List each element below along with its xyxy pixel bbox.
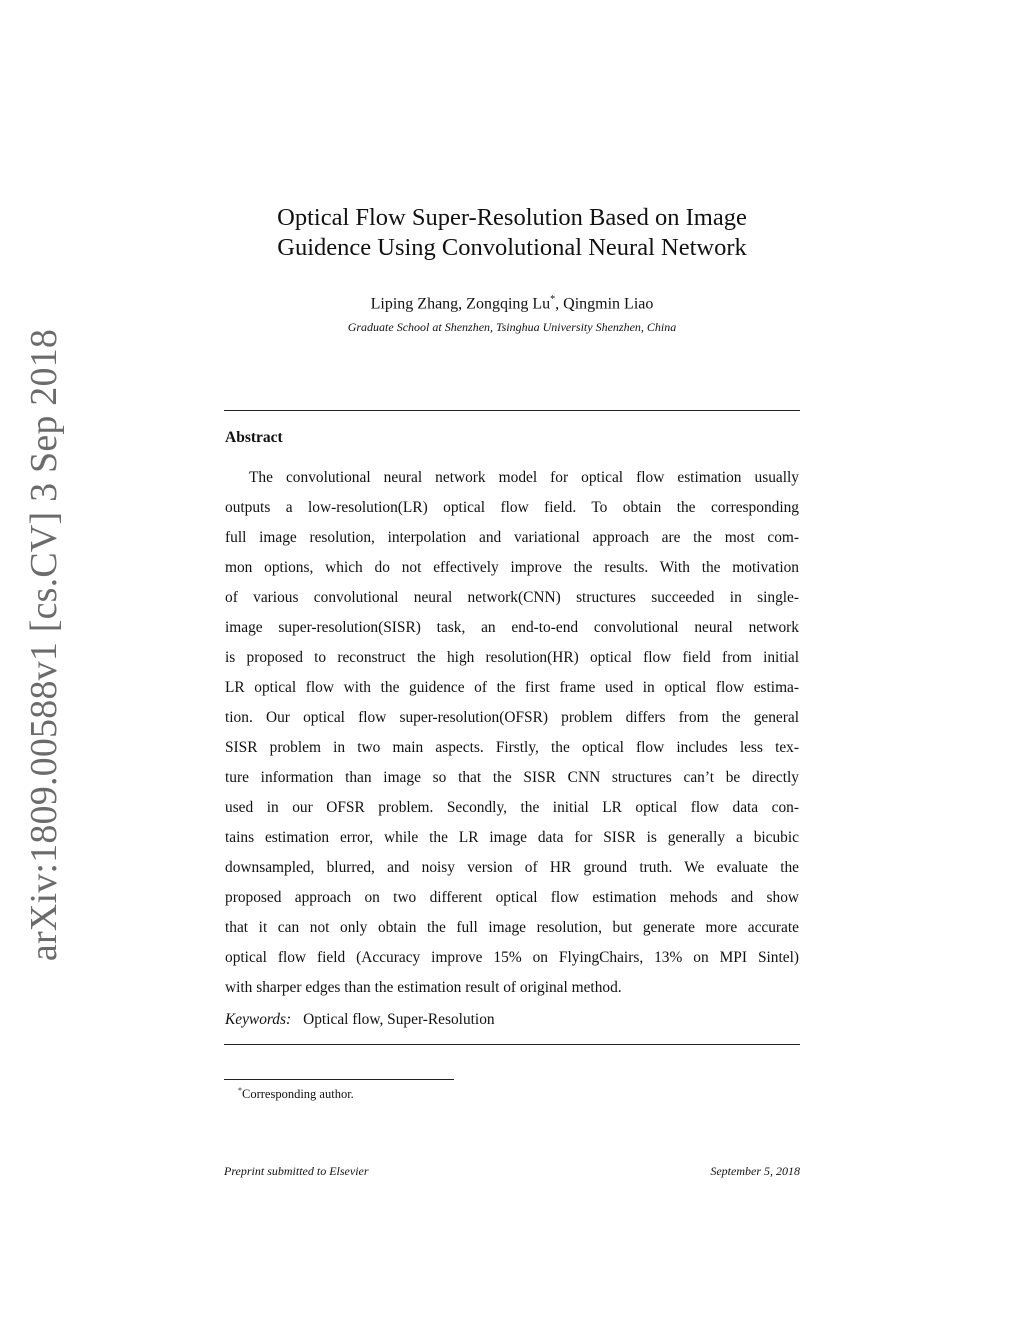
abstract-line: outputs a low-resolution(LR) optical flow field. To obtain the corresponding [225, 499, 799, 516]
footnote [238, 1083, 354, 1102]
keywords-label: Keywords: [225, 1011, 292, 1028]
author-names-rest: , Qingmin Liao [555, 295, 654, 313]
paper-title-line-1: Optical Flow Super-Resolution Based on Image [277, 204, 747, 231]
author-list [224, 290, 800, 314]
abstract-line: optical flow field (Accuracy improve 15% on FlyingChairs, 13% on MPI Sintel) [225, 949, 799, 966]
abstract-line: of various convolutional neural network(CNN) structures succeeded in single- [225, 589, 799, 606]
keywords-value: Optical flow, Super-Resolution [303, 1011, 495, 1028]
author-affiliation: Graduate School at Shenzhen, Tsinghua University Shenzhen, China [347, 320, 677, 334]
abstract-line: used in our OFSR problem. Secondly, the initial LR optical flow data con- [225, 799, 799, 816]
abstract-bottom-rule [224, 1044, 800, 1045]
arxiv-identifier-stamp: arXiv:1809.00588v1 [cs.CV] 3 Sep 2018 [23, 328, 65, 962]
keywords [225, 1008, 495, 1032]
corresponding-author-mark: * [550, 294, 556, 305]
abstract-line: ture information than image so that the SISR CNN structures can’t be directly [225, 769, 799, 786]
abstract-line: tains estimation error, while the LR image data for SISR is generally a bicubic [225, 829, 799, 846]
abstract-line: full image resolution, interpolation and variational approach are the most com- [225, 529, 799, 546]
paper-title [224, 203, 800, 263]
abstract-line: with sharper edges than the estimation result of original method. [225, 979, 622, 996]
footnote-text: Corresponding author. [242, 1087, 354, 1102]
abstract-line: LR optical flow with the guidence of the first frame used in optical flow estima- [225, 679, 799, 696]
abstract-line: is proposed to reconstruct the high resolution(HR) optical flow field from initial [225, 649, 799, 666]
abstract-line: The convolutional neural network model for optical flow estimation usually [249, 469, 799, 486]
abstract-heading: Abstract [225, 429, 283, 446]
abstract-line: downsampled, blurred, and noisy version of HR ground truth. We evaluate the [225, 859, 799, 876]
abstract-top-rule [224, 410, 800, 411]
paper-title-line-2: Guidence Using Convolutional Neural Network [277, 234, 747, 261]
footnote-rule [224, 1079, 454, 1080]
footer-preprint-note: Preprint submitted to Elsevier [224, 1164, 369, 1178]
abstract-line: tion. Our optical flow super-resolution(OFSR) problem differs from the general [225, 709, 799, 726]
abstract-line: that it can not only obtain the full image resolution, but generate more accurate [225, 919, 799, 936]
abstract-line: mon options, which do not effectively improve the results. With the motivation [225, 559, 799, 576]
author-names: Liping Zhang, Zongqing Lu [370, 295, 551, 313]
abstract-line: proposed approach on two different optical flow estimation mehods and show [225, 889, 799, 906]
abstract-body [225, 466, 799, 1006]
footer-date: September 5, 2018 [710, 1164, 800, 1178]
abstract-line: image super-resolution(SISR) task, an end-to-end convolutional neural network [225, 619, 799, 636]
abstract-line: SISR problem in two main aspects. Firstly, the optical flow includes less tex- [225, 739, 799, 756]
footnote-mark: * [238, 1086, 242, 1095]
